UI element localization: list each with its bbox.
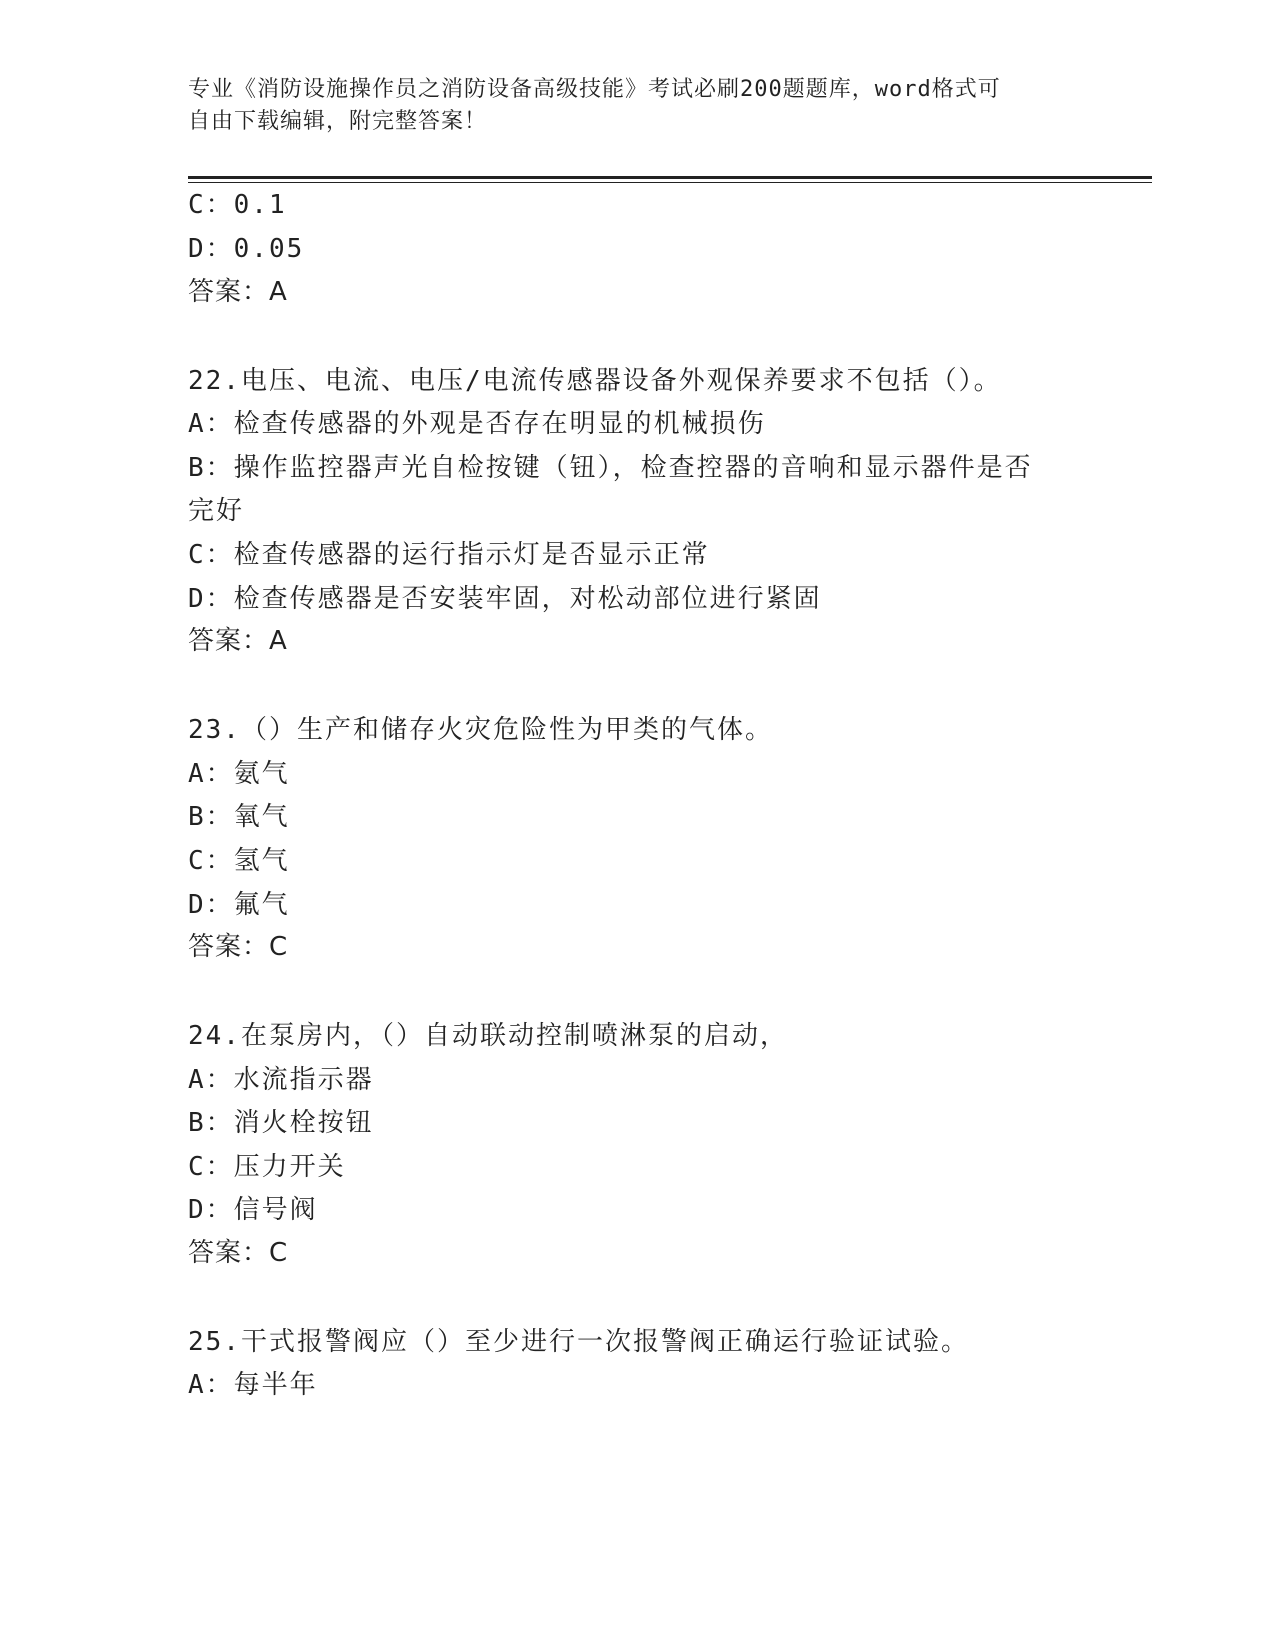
header-divider-thin	[188, 182, 1152, 183]
q24-option-d: D：信号阀	[188, 1195, 318, 1225]
q24-answer: 答案：C	[188, 1238, 289, 1268]
q22-question: 22.电压、电流、电压/电流传感器设备外观保养要求不包括（）。	[188, 366, 1002, 396]
q25-option-a: A：每半年	[188, 1370, 318, 1400]
header-title-line1: 专业《消防设施操作员之消防设备高级技能》考试必刷200题题库，word格式可	[188, 77, 1001, 102]
header-title-line2: 自由下载编辑，附完整答案！	[188, 109, 488, 134]
q22-option-d: D：检查传感器是否安装牢固，对松动部位进行紧固	[188, 584, 822, 614]
q23-option-b: B：氧气	[188, 802, 290, 832]
q25-question: 25.干式报警阀应（）至少进行一次报警阀正确运行验证试验。	[188, 1327, 969, 1357]
q22-option-b: B：操作监控器声光自检按键（钮），检查控器的音响和显示器件是否	[188, 453, 1033, 483]
q21-option-d: D：0.05	[188, 234, 305, 264]
q23-option-a: A：氨气	[188, 759, 290, 789]
q21-option-c: C：0.1	[188, 190, 287, 220]
q24-option-b: B：消火栓按钮	[188, 1108, 374, 1138]
q23-answer: 答案：C	[188, 932, 289, 962]
q22-option-c: C：检查传感器的运行指示灯是否显示正常	[188, 540, 710, 570]
q23-option-c: C：氢气	[188, 846, 290, 876]
q24-option-c: C：压力开关	[188, 1152, 346, 1182]
q23-question: 23.（）生产和储存火灾危险性为甲类的气体。	[188, 715, 773, 745]
q22-option-a: A：检查传感器的外观是否存在明显的机械损伤	[188, 409, 766, 439]
q22-option-b-continued: 完好	[188, 496, 245, 526]
q23-option-d: D：氟气	[188, 890, 290, 920]
q24-option-a: A：水流指示器	[188, 1065, 374, 1095]
document-header	[188, 74, 1068, 138]
header-divider-thick	[188, 176, 1152, 179]
q22-answer: 答案：A	[188, 626, 288, 656]
q24-question: 24.在泵房内，（）自动联动控制喷淋泵的启动，	[188, 1021, 788, 1051]
q21-answer: 答案：A	[188, 277, 288, 307]
